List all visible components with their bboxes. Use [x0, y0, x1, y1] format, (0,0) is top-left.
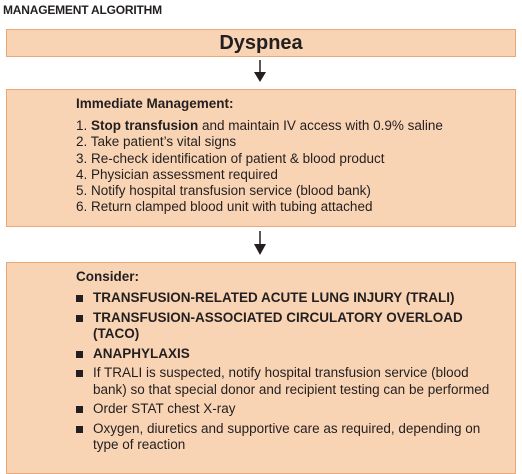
- consider-item-text: If TRALI is suspected, notify hospital transfusion service (blood bank) so that special donor and recipient testing can be performed: [93, 365, 490, 397]
- step-text: Re-check identification of patient & blood product: [91, 150, 385, 166]
- step-number: 1.: [76, 118, 88, 133]
- down-arrow-icon: [253, 60, 267, 82]
- immediate-step: [76, 118, 443, 134]
- step-number: 2.: [76, 134, 88, 150]
- title-box: [6, 29, 516, 57]
- consider-list: [76, 290, 506, 457]
- immediate-management-box: [6, 89, 516, 227]
- down-arrow-icon: [253, 231, 267, 255]
- step-number: 4.: [76, 166, 88, 182]
- step-number: 6.: [76, 199, 88, 215]
- step-text: and maintain IV access with 0.9% saline: [198, 118, 443, 133]
- square-bullet-icon: [76, 426, 83, 433]
- step-text: Notify hospital transfusion service (blood bank): [91, 183, 371, 199]
- consider-box: [6, 262, 516, 474]
- consider-item-text: ANAPHYLAXIS: [93, 345, 190, 361]
- immediate-heading: Immediate Management:: [76, 96, 234, 111]
- consider-item: [76, 401, 506, 418]
- consider-item: [76, 310, 506, 343]
- consider-heading: Consider:: [76, 269, 140, 284]
- consider-item: [76, 365, 506, 398]
- step-number: 5.: [76, 183, 88, 199]
- consider-item: [76, 290, 506, 307]
- consider-item-text: Order STAT chest X-ray: [93, 401, 236, 416]
- square-bullet-icon: [76, 351, 83, 358]
- algorithm-header: MANAGEMENT ALGORITHM: [3, 3, 162, 17]
- square-bullet-icon: [76, 295, 83, 302]
- consider-item-text: TRANSFUSION-RELATED ACUTE LUNG INJURY (TRALI): [93, 290, 455, 305]
- step-text: Physician assessment required: [91, 166, 278, 182]
- consider-item: [76, 421, 506, 454]
- step-emphasis: Stop transfusion: [91, 118, 199, 133]
- consider-item-text: Oxygen, diuretics and supportive care as required, depending on type of reaction: [93, 420, 481, 452]
- step-number: 3.: [76, 150, 88, 166]
- immediate-step: [76, 167, 443, 183]
- immediate-step: [76, 134, 443, 150]
- square-bullet-icon: [76, 315, 83, 322]
- title-text: Dyspnea: [219, 31, 303, 54]
- consider-item-text: TRANSFUSION-ASSOCIATED CIRCULATORY OVERLOAD (TACO): [93, 309, 463, 341]
- square-bullet-icon: [76, 406, 83, 413]
- immediate-step: [76, 199, 443, 215]
- step-text: Return clamped blood unit with tubing attached: [91, 199, 373, 215]
- immediate-steps-list: [76, 118, 443, 216]
- consider-item: [76, 346, 506, 363]
- immediate-step: [76, 183, 443, 199]
- step-text: Take patient’s vital signs: [90, 134, 237, 150]
- square-bullet-icon: [76, 370, 83, 377]
- immediate-step: [76, 151, 443, 167]
